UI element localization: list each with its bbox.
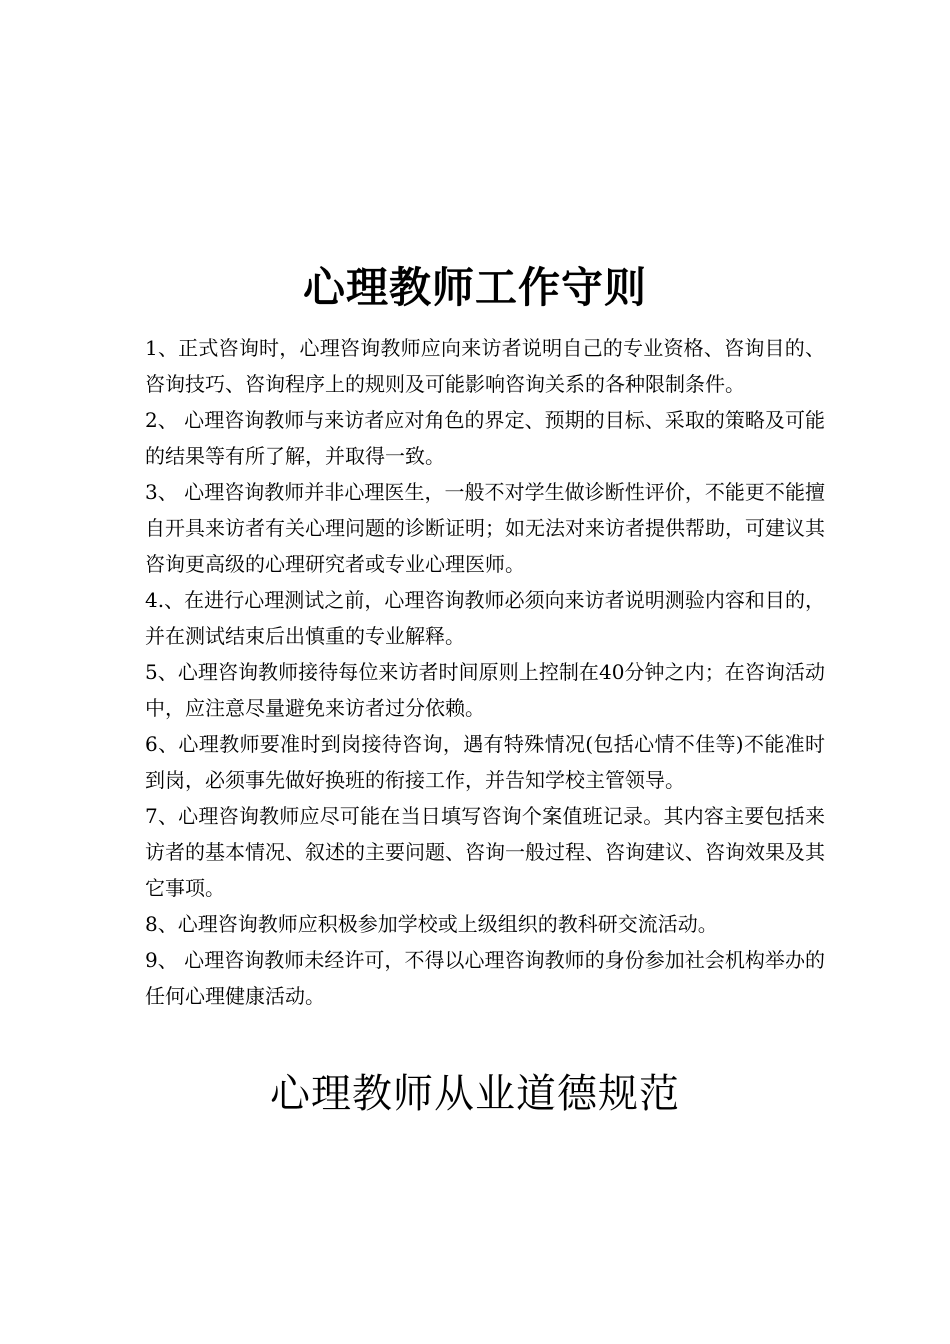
rule-item-5: 5、心理咨询教师接待每位来访者时间原则上控制在40分钟之内；在咨询活动中，应注意尽量避免来访者过分依赖。 — [145, 660, 825, 720]
rule-item-1: 1、正式咨询时，心理咨询教师应向来访者说明自己的专业资格、咨询目的、咨询技巧、咨询程序上的规则及可能影响咨询关系的各种限制条件。 — [145, 336, 825, 396]
rule-item-6: 6、心理教师要准时到岗接待咨询，遇有特殊情况(包括心情不佳等)不能准时到岗，必须事先做好换班的衔接工作，并告知学校主管领导。 — [145, 732, 825, 792]
section-title: 心理教师从业道德规范 — [270, 1071, 680, 1117]
page-title: 心理教师工作守则 — [302, 263, 647, 312]
rule-item-4: 4.、在进行心理测试之前，心理咨询教师必须向来访者说明测验内容和目的，并在测试结束后出慎重的专业解释。 — [145, 588, 825, 648]
rule-item-3: 3、 心理咨询教师并非心理医生，一般不对学生做诊断性评价，不能更不能擅自开具来访者有关心理问题的诊断证明；如无法对来访者提供帮助，可建议其咨询更高级的心理研究者或专业心理医师。 — [145, 480, 825, 576]
rule-item-9: 9、 心理咨询教师未经许可，不得以心理咨询教师的身份参加社会机构举办的任何心理健康活动。 — [145, 948, 825, 1008]
rule-item-8: 8、心理咨询教师应积极参加学校或上级组织的教科研交流活动。 — [145, 912, 718, 936]
rule-item-2: 2、 心理咨询教师与来访者应对角色的界定、预期的目标、采取的策略及可能的结果等有所了解，并取得一致。 — [145, 408, 825, 468]
rule-item-7: 7、心理咨询教师应尽可能在当日填写咨询个案值班记录。其内容主要包括来访者的基本情况、叙述的主要问题、咨询一般过程、咨询建议、咨询效果及其它事项。 — [145, 804, 825, 900]
rules-list — [145, 330, 825, 1014]
